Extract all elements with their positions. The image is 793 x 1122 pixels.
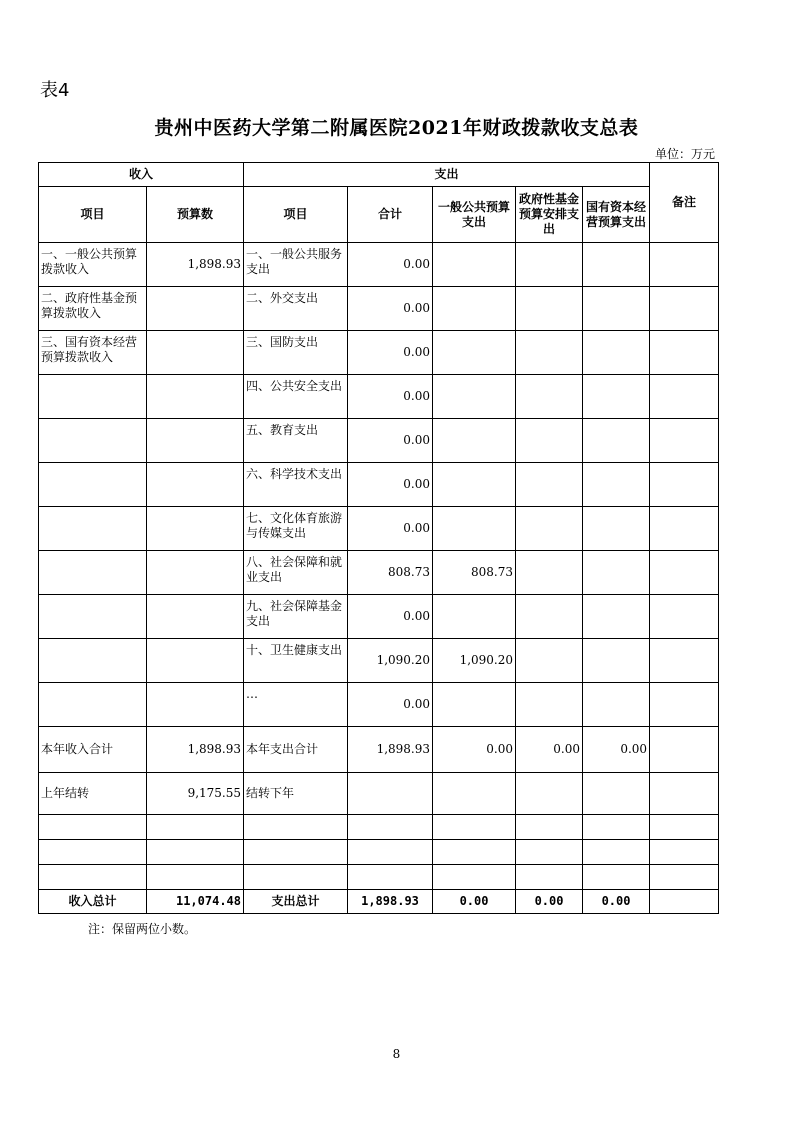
expense-total-cell: 0.00 <box>348 419 433 463</box>
fund-budget-cell <box>516 331 583 375</box>
fund-budget-cell <box>516 595 583 639</box>
expense-total-cell: 0.00 <box>348 243 433 287</box>
grand-remarks <box>650 890 719 914</box>
fund-budget-header: 政府性基金预算安排支出 <box>516 187 583 243</box>
income-item-cell <box>39 375 147 419</box>
grand-expense-total: 1,898.93 <box>348 890 433 914</box>
table-row <box>39 507 719 551</box>
table-row <box>39 639 719 683</box>
page-number: 8 <box>392 1047 401 1061</box>
income-group-header: 收入 <box>39 163 244 187</box>
fund-budget-cell <box>516 287 583 331</box>
income-budget-cell <box>147 375 244 419</box>
grand-expense-label: 支出总计 <box>244 890 348 914</box>
fund-budget-cell <box>516 639 583 683</box>
state-capital-cell <box>583 507 650 551</box>
carry-income-label: 上年结转 <box>39 773 147 815</box>
carry-cell <box>516 773 583 815</box>
income-item-cell: 三、国有资本经营预算拨款收入 <box>39 331 147 375</box>
carry-cell <box>348 773 433 815</box>
expense-item-header: 项目 <box>244 187 348 243</box>
remarks-cell <box>650 507 719 551</box>
annual-capital: 0.00 <box>583 727 650 773</box>
expense-total-cell: 0.00 <box>348 595 433 639</box>
income-budget-cell <box>147 639 244 683</box>
state-capital-cell <box>583 331 650 375</box>
finance-table <box>38 162 719 914</box>
expense-total-cell: 0.00 <box>348 287 433 331</box>
annual-income-label: 本年收入合计 <box>39 727 147 773</box>
state-capital-header: 国有资本经营预算支出 <box>583 187 650 243</box>
remarks-cell <box>650 595 719 639</box>
expense-total-cell: 0.00 <box>348 463 433 507</box>
grand-fund: 0.00 <box>516 890 583 914</box>
expense-total-cell: 1,090.20 <box>348 639 433 683</box>
grand-income-value: 11,074.48 <box>147 890 244 914</box>
income-item-cell: 一、一般公共预算拨款收入 <box>39 243 147 287</box>
annual-remarks <box>650 727 719 773</box>
annual-general: 0.00 <box>433 727 516 773</box>
income-budget-cell <box>147 595 244 639</box>
income-item-cell <box>39 507 147 551</box>
carry-cell <box>583 773 650 815</box>
income-item-cell <box>39 419 147 463</box>
remarks-header: 备注 <box>650 163 719 243</box>
carry-cell <box>650 773 719 815</box>
annual-expense-label: 本年支出合计 <box>244 727 348 773</box>
annual-income-value: 1,898.93 <box>147 727 244 773</box>
unit-label: 单位：万元 <box>654 147 715 161</box>
fund-budget-cell <box>516 551 583 595</box>
general-budget-cell <box>433 375 516 419</box>
remarks-cell <box>650 287 719 331</box>
fund-budget-cell <box>516 507 583 551</box>
remarks-cell <box>650 639 719 683</box>
state-capital-cell <box>583 243 650 287</box>
grand-income-label: 收入总计 <box>39 890 147 914</box>
general-budget-header: 一般公共预算支出 <box>433 187 516 243</box>
income-budget-cell <box>147 287 244 331</box>
general-budget-cell <box>433 243 516 287</box>
general-budget-cell <box>433 683 516 727</box>
state-capital-cell <box>583 595 650 639</box>
state-capital-cell <box>583 419 650 463</box>
carry-cell <box>433 773 516 815</box>
expense-item-cell: 九、社会保障基金支出 <box>244 595 348 639</box>
table-row <box>39 419 719 463</box>
fund-budget-cell <box>516 683 583 727</box>
expense-total-cell: 0.00 <box>348 683 433 727</box>
remarks-cell <box>650 375 719 419</box>
remarks-cell <box>650 243 719 287</box>
fund-budget-cell <box>516 419 583 463</box>
table-row <box>39 331 719 375</box>
income-item-cell <box>39 683 147 727</box>
carry-over-row <box>39 773 719 815</box>
carry-income-value: 9,175.55 <box>147 773 244 815</box>
remarks-cell <box>650 683 719 727</box>
table-row <box>39 463 719 507</box>
expense-total-header: 合计 <box>348 187 433 243</box>
expense-item-cell: 六、科学技术支出 <box>244 463 348 507</box>
income-budget-cell <box>147 463 244 507</box>
expense-item-cell: 一、一般公共服务支出 <box>244 243 348 287</box>
income-budget-cell <box>147 551 244 595</box>
general-budget-cell <box>433 463 516 507</box>
income-item-cell <box>39 551 147 595</box>
expense-item-cell: 七、文化体育旅游与传媒支出 <box>244 507 348 551</box>
table-row <box>39 243 719 287</box>
state-capital-cell <box>583 463 650 507</box>
blank-row <box>39 840 719 865</box>
income-item-cell <box>39 463 147 507</box>
general-budget-cell <box>433 507 516 551</box>
state-capital-cell <box>583 375 650 419</box>
expense-item-cell: 三、国防支出 <box>244 331 348 375</box>
income-budget-cell <box>147 507 244 551</box>
remarks-cell <box>650 463 719 507</box>
page-title: 贵州中医药大学第二附属医院2021年财政拨款收支总表 <box>154 117 639 139</box>
grand-general: 0.00 <box>433 890 516 914</box>
annual-expense-total: 1,898.93 <box>348 727 433 773</box>
annual-total-row <box>39 727 719 773</box>
income-budget-cell <box>147 683 244 727</box>
carry-expense-label: 结转下年 <box>244 773 348 815</box>
table-label: 表4 <box>40 80 70 101</box>
grand-total-row <box>39 890 719 914</box>
footnote: 注：保留两位小数。 <box>88 922 197 936</box>
grand-capital: 0.00 <box>583 890 650 914</box>
blank-row <box>39 815 719 840</box>
header-row-group <box>39 163 719 187</box>
general-budget-cell <box>433 287 516 331</box>
annual-fund: 0.00 <box>516 727 583 773</box>
expense-total-cell: 0.00 <box>348 507 433 551</box>
table-row <box>39 551 719 595</box>
fund-budget-cell <box>516 375 583 419</box>
expense-item-cell: … <box>244 683 348 727</box>
expense-item-cell: 十、卫生健康支出 <box>244 639 348 683</box>
blank-row <box>39 865 719 890</box>
income-item-cell <box>39 595 147 639</box>
state-capital-cell <box>583 287 650 331</box>
expense-item-cell: 四、公共安全支出 <box>244 375 348 419</box>
income-item-cell: 二、政府性基金预算拨款收入 <box>39 287 147 331</box>
fund-budget-cell <box>516 243 583 287</box>
remarks-cell <box>650 551 719 595</box>
income-item-cell <box>39 639 147 683</box>
general-budget-cell: 1,090.20 <box>433 639 516 683</box>
expense-total-cell: 0.00 <box>348 331 433 375</box>
state-capital-cell <box>583 683 650 727</box>
table-row <box>39 287 719 331</box>
expense-item-cell: 二、外交支出 <box>244 287 348 331</box>
header-row-columns <box>39 187 719 243</box>
table-row <box>39 375 719 419</box>
general-budget-cell: 808.73 <box>433 551 516 595</box>
income-budget-cell <box>147 331 244 375</box>
general-budget-cell <box>433 419 516 463</box>
remarks-cell <box>650 331 719 375</box>
fund-budget-cell <box>516 463 583 507</box>
expense-group-header: 支出 <box>244 163 650 187</box>
income-item-header: 项目 <box>39 187 147 243</box>
table-row <box>39 595 719 639</box>
income-budget-header: 预算数 <box>147 187 244 243</box>
expense-item-cell: 八、社会保障和就业支出 <box>244 551 348 595</box>
income-budget-cell: 1,898.93 <box>147 243 244 287</box>
general-budget-cell <box>433 331 516 375</box>
expense-item-cell: 五、教育支出 <box>244 419 348 463</box>
expense-total-cell: 0.00 <box>348 375 433 419</box>
table-row <box>39 683 719 727</box>
remarks-cell <box>650 419 719 463</box>
expense-total-cell: 808.73 <box>348 551 433 595</box>
state-capital-cell <box>583 551 650 595</box>
general-budget-cell <box>433 595 516 639</box>
income-budget-cell <box>147 419 244 463</box>
state-capital-cell <box>583 639 650 683</box>
